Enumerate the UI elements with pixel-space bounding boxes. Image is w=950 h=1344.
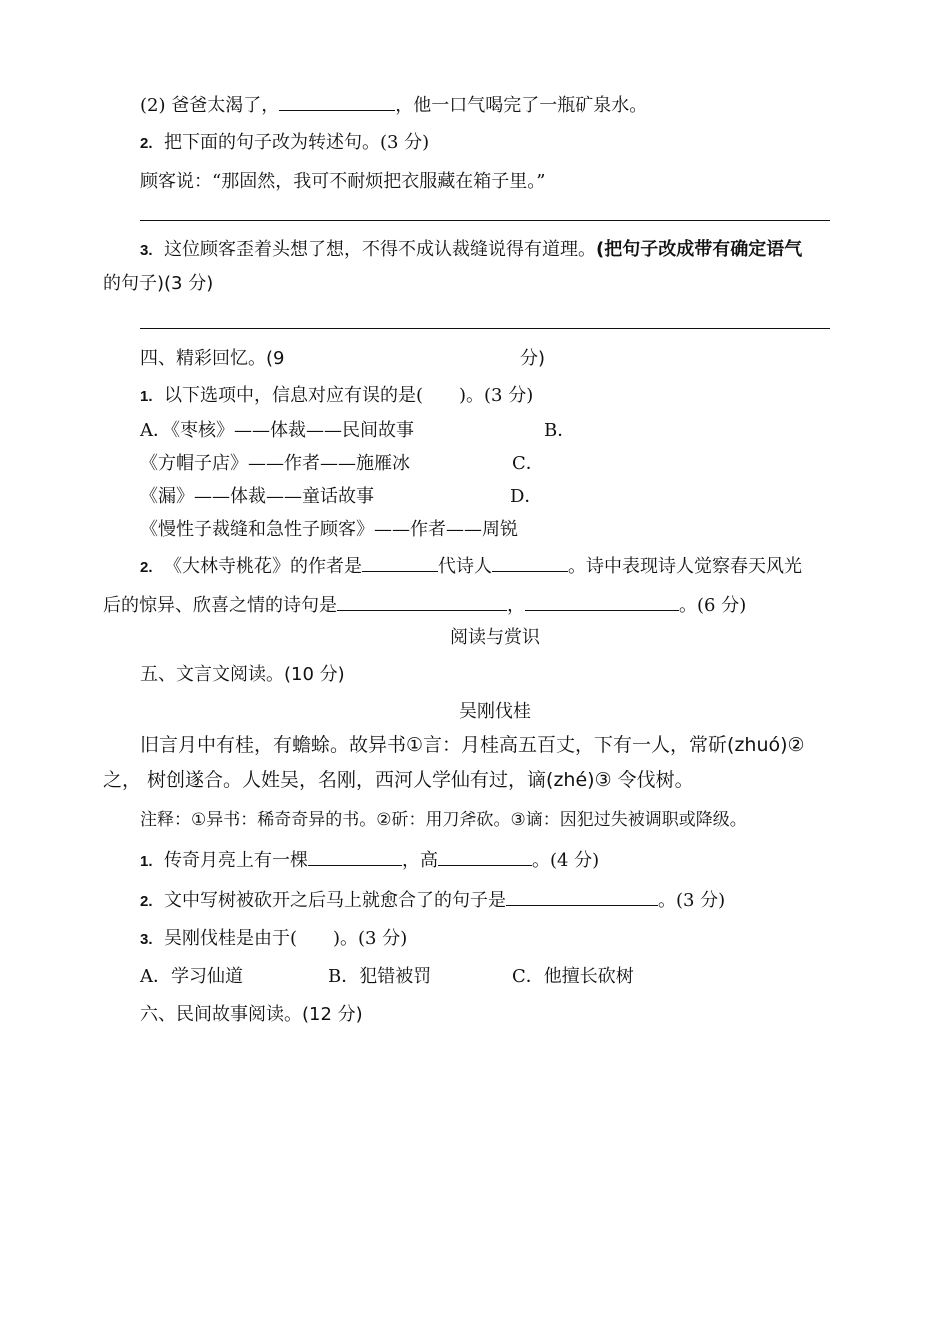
section5-title: 五、文言文阅读。(10 分) bbox=[140, 664, 345, 685]
s4-q1-prompt: 1. 以下选项中，信息对应有误的是( )。(3 分) bbox=[140, 385, 534, 406]
s5-option-b[interactable]: B．犯错被罚 bbox=[328, 966, 432, 987]
answer-blank[interactable] bbox=[506, 887, 658, 906]
answer-blank[interactable] bbox=[525, 592, 679, 611]
s5-q3: 3. 吴刚伐桂是由于( )。(3 分) bbox=[140, 928, 408, 949]
passage-notes: 注释：①异书：稀奇奇异的书。②斫：用刀斧砍。③谪：因犯过失被调职或降级。 bbox=[140, 810, 747, 830]
reading-heading: 阅读与赏识 bbox=[450, 627, 540, 648]
answer-blank[interactable] bbox=[492, 553, 568, 572]
s4-option-b-label[interactable]: B． bbox=[544, 420, 576, 441]
q3-prompt-line2: 的句子)(3 分) bbox=[103, 273, 214, 294]
s5-option-c[interactable]: C．他擅长砍树 bbox=[512, 966, 634, 987]
passage-line1: 旧言月中有桂，有蟾蜍。故异书①言：月桂高五百丈，下有一人，常斫(zhuó)② bbox=[140, 734, 805, 756]
s4-option-c-label[interactable]: C． bbox=[512, 453, 544, 474]
section4-title-a: 四、精彩回忆。(9 bbox=[140, 348, 285, 369]
s4-q2-line1: 2. 《大林寺桃花》的作者是 代诗人 。诗中表现诗人觉察春天风光 bbox=[140, 553, 802, 580]
q2-sentence: 顾客说：“那固然，我可不耐烦把衣服藏在箱子里。” bbox=[140, 171, 546, 192]
s5-option-a[interactable]: A．学习仙道 bbox=[140, 966, 243, 987]
s5-q2: 2. 文中写树被砍开之后马上就愈合了的句子是 。(3 分) bbox=[140, 887, 725, 914]
s5-q1: 1. 传奇月亮上有一棵 ，高 。(4 分) bbox=[140, 847, 599, 874]
answer-line[interactable] bbox=[140, 220, 830, 221]
s4-option-b-text: 《方帽子店》——作者——施雁冰 bbox=[140, 453, 410, 474]
s4-option-c-text: 《漏》——体裁——童话故事 bbox=[140, 486, 374, 507]
s4-q2-line2: 后的惊异、欣喜之情的诗句是 ， 。(6 分) bbox=[103, 592, 746, 618]
s4-option-d-label[interactable]: D． bbox=[510, 486, 543, 507]
q2-prompt: 2. 把下面的句子改为转述句。(3 分) bbox=[140, 132, 430, 153]
q1-item2: (2) 爸爸太渴了， ，他一口气喝完了一瓶矿泉水。 bbox=[140, 92, 647, 118]
s4-option-a[interactable]: A．《枣核》——体裁——民间故事 bbox=[140, 420, 414, 441]
answer-blank[interactable] bbox=[337, 592, 507, 611]
section4-title-b: 分) bbox=[520, 348, 546, 369]
passage-title: 吴刚伐桂 bbox=[459, 701, 531, 722]
answer-blank[interactable] bbox=[362, 553, 438, 572]
answer-line[interactable] bbox=[140, 328, 830, 329]
section6-title: 六、民间故事阅读。(12 分) bbox=[140, 1004, 363, 1025]
q3-prompt-line1: 3. 这位顾客歪着头想了想，不得不成认裁缝说得有道理。(把句子改成带有确定语气 bbox=[140, 239, 803, 260]
passage-line2: 之， 树创遂合。人姓吴，名刚，西河人学仙有过，谪(zhé)③ 令伐树。 bbox=[103, 769, 694, 791]
s4-option-d-text: 《慢性子裁缝和急性子顾客》——作者——周锐 bbox=[140, 519, 518, 540]
answer-blank[interactable] bbox=[438, 847, 532, 866]
answer-blank[interactable] bbox=[308, 847, 402, 866]
answer-blank[interactable] bbox=[279, 92, 395, 111]
